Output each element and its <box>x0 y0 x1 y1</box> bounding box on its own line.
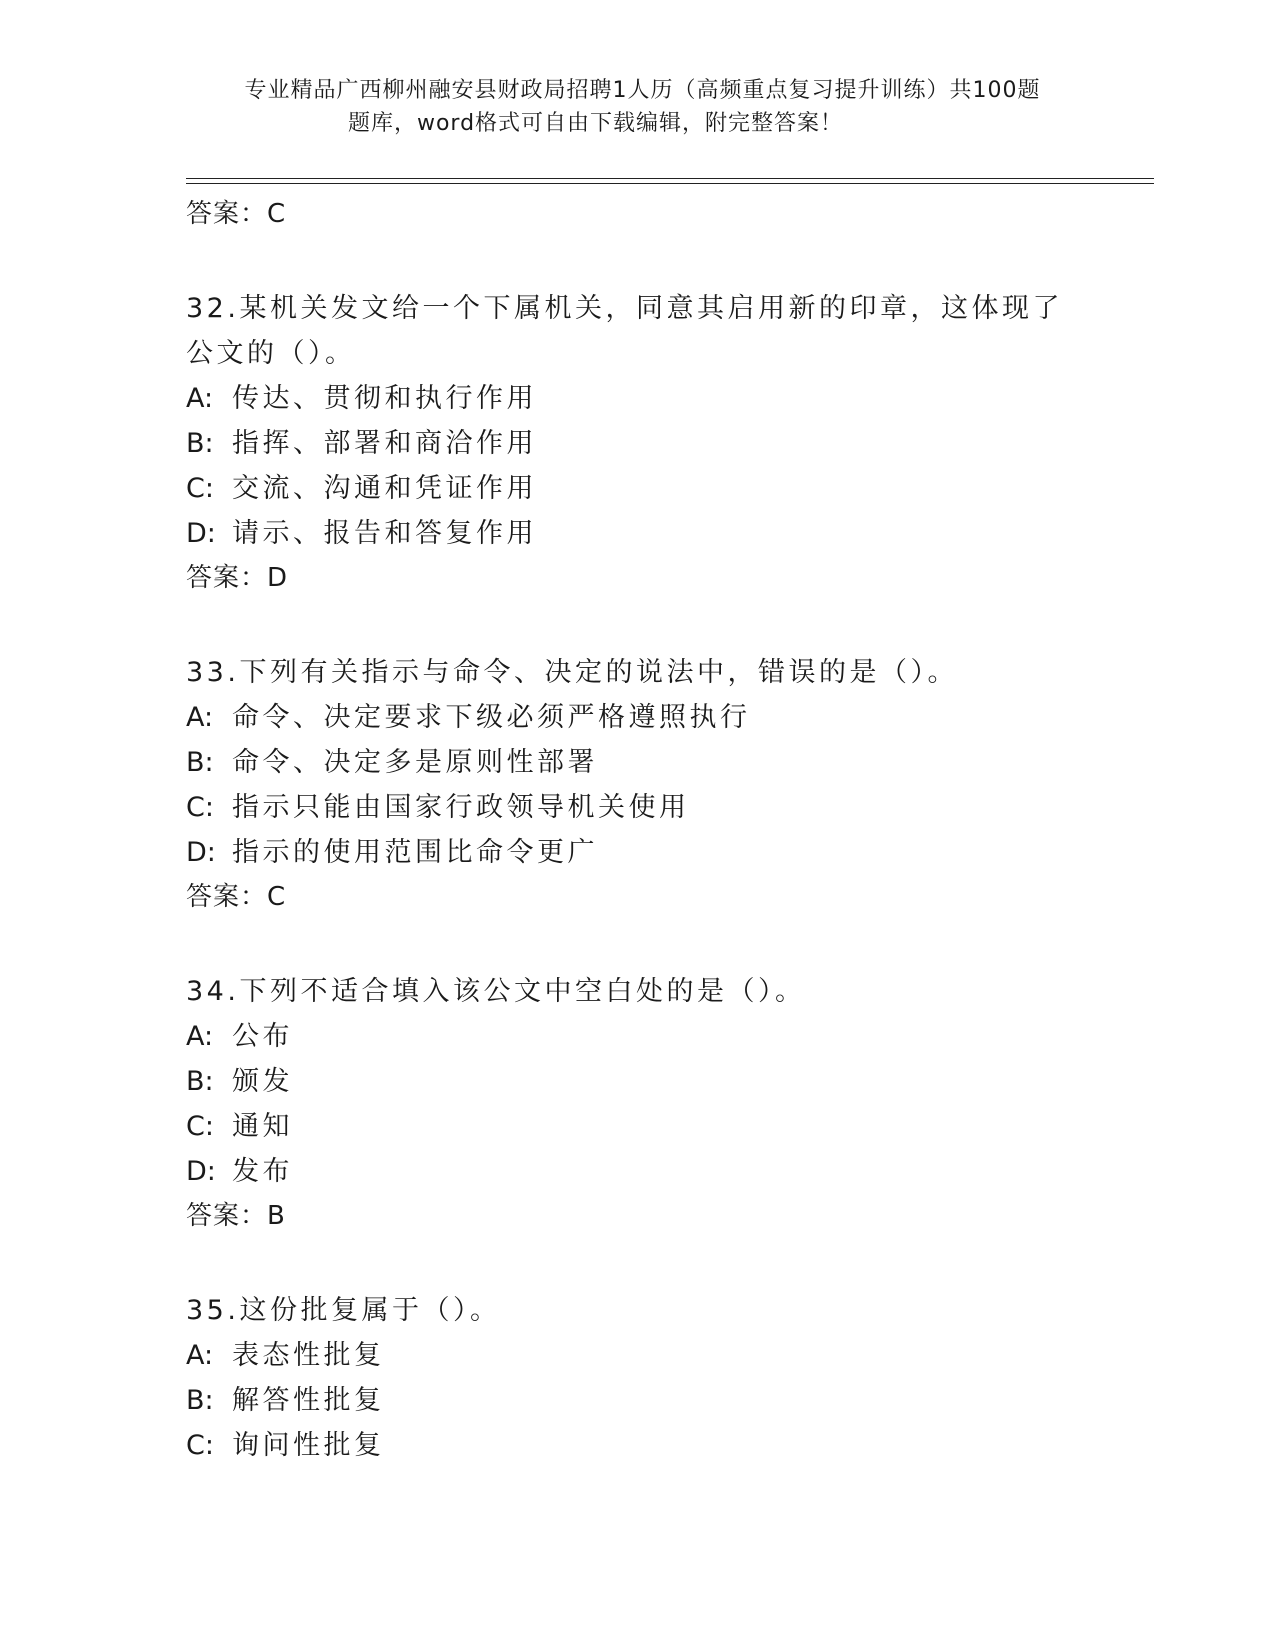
option-letter: D: <box>186 518 216 549</box>
option-letter: C: <box>186 792 214 823</box>
option-text: 解答性批复 <box>232 1385 385 1416</box>
option-text: 指示的使用范围比命令更广 <box>232 837 598 868</box>
question-stem: 32.某机关发文给一个下属机关，同意其启用新的印章，这体现了公文的（）。 <box>186 293 1063 369</box>
option-letter: D: <box>186 1156 216 1187</box>
option-a <box>186 376 1086 421</box>
question-32 <box>186 286 1086 600</box>
option-c <box>186 1423 1086 1468</box>
header-title-line-1: 专业精品广西柳州融安县财政局招聘1人历（高频重点复习提升训练）共100题 <box>244 78 1041 103</box>
header-divider-top <box>186 178 1154 179</box>
question-answer: 答案：D <box>186 563 289 593</box>
question-34 <box>186 969 1086 1238</box>
option-d <box>186 830 1086 875</box>
option-text: 命令、决定要求下级必须严格遵照执行 <box>232 702 751 733</box>
option-letter: D: <box>186 837 216 868</box>
option-d <box>186 511 1086 556</box>
question-stem: 34.下列不适合填入该公文中空白处的是（）。 <box>186 976 806 1007</box>
option-text: 颁发 <box>232 1066 293 1097</box>
option-text: 表态性批复 <box>232 1340 385 1371</box>
question-stem: 35.这份批复属于（）。 <box>186 1295 501 1326</box>
option-text: 发布 <box>232 1156 293 1187</box>
question-stem: 33.下列有关指示与命令、决定的说法中，错误的是（）。 <box>186 657 958 688</box>
option-letter: B: <box>186 1066 214 1097</box>
previous-answer: 答案：C <box>186 199 287 229</box>
option-b <box>186 1378 1086 1423</box>
option-letter: B: <box>186 428 214 459</box>
option-c <box>186 466 1086 511</box>
option-text: 指挥、部署和商洽作用 <box>232 428 537 459</box>
header-divider-bottom <box>186 183 1154 184</box>
option-text: 请示、报告和答复作用 <box>232 518 537 549</box>
option-text: 通知 <box>232 1111 293 1142</box>
option-b <box>186 421 1086 466</box>
document-body <box>186 192 1086 1468</box>
option-b <box>186 740 1086 785</box>
question-33 <box>186 650 1086 919</box>
option-letter: C: <box>186 473 214 504</box>
option-letter: B: <box>186 1385 214 1416</box>
option-a <box>186 1014 1086 1059</box>
header-title-line-2: 题库，word格式可自由下载编辑，附完整答案！ <box>347 111 844 136</box>
option-a <box>186 1333 1086 1378</box>
option-text: 命令、决定多是原则性部署 <box>232 747 598 778</box>
option-text: 公布 <box>232 1021 293 1052</box>
question-35 <box>186 1288 1086 1468</box>
option-text: 传达、贯彻和执行作用 <box>232 383 537 414</box>
option-letter: C: <box>186 1111 214 1142</box>
option-text: 指示只能由国家行政领导机关使用 <box>232 792 690 823</box>
option-letter: B: <box>186 747 214 778</box>
option-b <box>186 1059 1086 1104</box>
question-answer: 答案：C <box>186 882 287 912</box>
option-c <box>186 1104 1086 1149</box>
option-letter: A: <box>186 383 214 414</box>
option-text: 交流、沟通和凭证作用 <box>232 473 537 504</box>
option-letter: C: <box>186 1430 214 1461</box>
page-header <box>0 74 1275 140</box>
option-text: 询问性批复 <box>232 1430 385 1461</box>
question-answer: 答案：B <box>186 1201 286 1231</box>
option-letter: A: <box>186 1340 214 1371</box>
option-c <box>186 785 1086 830</box>
option-d <box>186 1149 1086 1194</box>
option-a <box>186 695 1086 740</box>
option-letter: A: <box>186 702 214 733</box>
option-letter: A: <box>186 1021 214 1052</box>
